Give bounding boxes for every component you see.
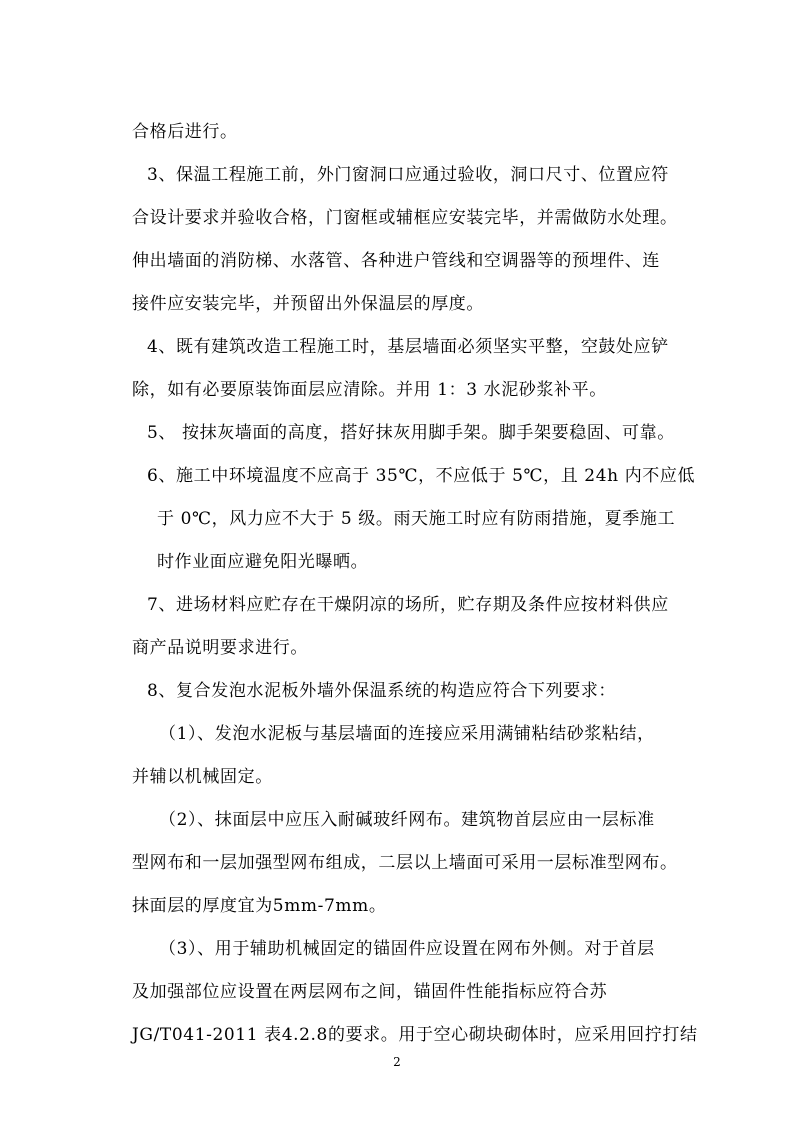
text-line-3: 合设计要求并验收合格，门窗框或辅框应安装完毕，并需做防水处理。 (132, 208, 678, 228)
text-line-15: （1）、发泡水泥板与基层墙面的连接应采用满铺粘结砂浆粘结， (159, 724, 655, 744)
text-line-6: 4、既有建筑改造工程施工时，基层墙面必须坚实平整，空鼓处应铲 (147, 337, 669, 357)
text-line-4: 伸出墙面的消防梯、水落管、各种进户管线和空调器等的预埋件、连 (132, 251, 660, 271)
text-line-11: 时作业面应避免阳光曝晒。 (157, 552, 369, 572)
text-line-17: （2）、抹面层中应压入耐碱玻纤网布。建筑物首层应由一层标准 (159, 810, 655, 830)
text-line-18: 型网布和一层加强型网布组成，二层以上墙面可采用一层标准型网布。 (132, 853, 678, 873)
text-line-12: 7、进场材料应贮存在干燥阴凉的场所，贮存期及条件应按材料供应 (147, 595, 669, 615)
text-line-22: JG/T041-2011 表4.2.8的要求。用于空心砌块砌体时，应采用回拧打结 (132, 1025, 698, 1045)
text-line-10: 于 0℃，风力应不大于 5 级。雨天施工时应有防雨措施，夏季施工 (157, 509, 676, 529)
text-line-2: 3、保温工程施工前，外门窗洞口应通过验收，洞口尺寸、位置应符 (147, 165, 669, 185)
text-line-19: 抹面层的厚度宜为5mm-7mm。 (132, 896, 387, 916)
text-line-21: 及加强部位应设置在两层网布之间，锚固件性能指标应符合苏 (132, 982, 608, 1002)
text-line-1: 合格后进行。 (132, 122, 238, 142)
text-line-20: （3）、用于辅助机械固定的锚固件应设置在网布外侧。对于首层 (159, 939, 655, 959)
page-number: 2 (393, 1055, 401, 1069)
text-line-9: 6、施工中环境温度不应高于 35℃，不应低于 5℃，且 24h 内不应低 (147, 466, 696, 486)
text-line-16: 并辅以机械固定。 (132, 767, 273, 787)
text-line-14: 8、复合发泡水泥板外墙外保温系统的构造应符合下列要求： (147, 681, 617, 701)
text-line-7: 除，如有必要原装饰面层应清除。并用 1：3 水泥砂浆补平。 (132, 380, 607, 400)
text-line-5: 接件应安装完毕，并预留出外保温层的厚度。 (132, 294, 484, 314)
text-line-8: 5、 按抹灰墙面的高度，搭好抹灰用脚手架。脚手架要稳固、可靠。 (147, 423, 675, 443)
text-line-13: 商产品说明要求进行。 (132, 638, 308, 658)
